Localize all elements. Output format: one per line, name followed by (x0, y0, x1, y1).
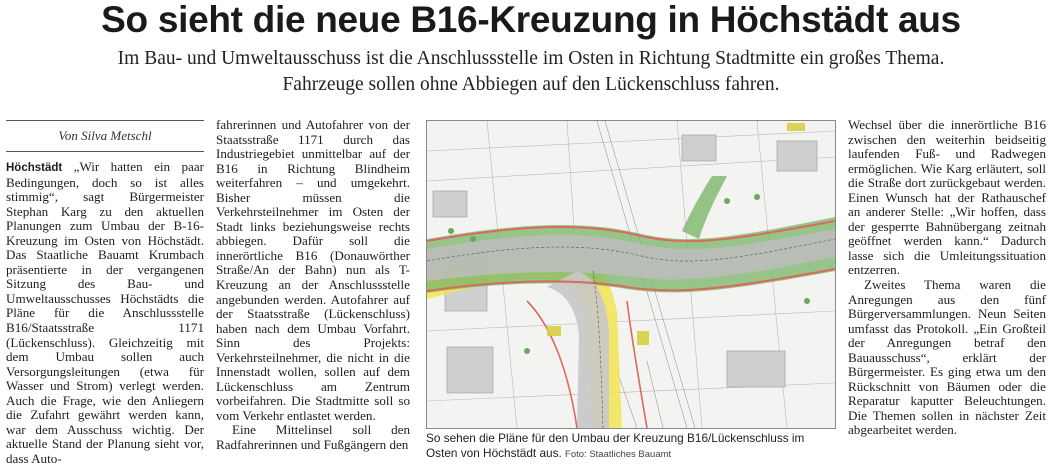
article-column-4 (848, 118, 1046, 438)
column-2-paragraph-1: fahrerinnen und Autofahrer von der Staatsstraße 1171 durch das Industriegebiet unmittelbar auf der B16 in Richtung Blindheim weiterfahren – und umgekehrt. Bisher müssen die Verkehrsteilnehmer im Osten der Stadt links beziehungsweise rechts abbiegen. Dafür soll die innerörtliche B16 (Donauwörther Straße/An der Bahn) nun als T-Kreuzung an der Anschlussstelle angebunden werden. Autofahrer auf der Staatsstraße (Lückenschluss) haben nach dem Umbau Vorfahrt. Sinn des Projekts: Verkehrsteilnehmer, die nicht in die Innenstadt wollen, sollen auf dem Lückenschluss am Zentrum vorbeifahren. Die Stadtmitte soll so vom Verkehr entlastet werden. (216, 118, 410, 423)
byline-rule-bottom (6, 151, 204, 152)
construction-plan-image (426, 120, 836, 429)
photo-credit: Foto: Staatliches Bauamt (565, 448, 672, 460)
column-4-paragraph-2: Zweites Thema waren die Anregungen aus den fünf Bürgerversammlungen. Neun Seiten umfasst das Protokoll. „Ein Großteil der Anregungen betraf den Bauausschuss“, erklärt der Bürgermeister. Es ging etwa um den Rückschnitt von Bäumen oder die Reparatur kaputter Beleuchtungen. Die Themen sollen in nächster Zeit abgearbeitet werden. (848, 277, 1046, 438)
column-4-paragraph-1: Wechsel über die innerörtliche B16 zwischen den weiterhin beidseitig laufenden Fuß- und Radwegen ermöglichen. Wie Karg erläutert, soll die Straße dort zurückgebaut werden. Einen Wunsch hat der Rathauschef an anderer Stelle: „Wir hoffen, dass der gesperrte Bahnübergang zeitnah geöffnet werden kann.“ Dadurch lasse sich die Umleitungssituation entzerren. (848, 118, 1046, 278)
byline-rule-top (6, 120, 204, 121)
byline: Von Silva Metschl (58, 128, 152, 143)
subheadline-line-1: Im Bau- und Umweltausschuss ist die Anschlussstelle im Osten in Richtung Stadtmitte ein großes Thema. (117, 48, 945, 69)
article-column-1 (6, 160, 204, 466)
caption-text: So sehen die Pläne für den Umbau der Kreuzung B16/Lückenschluss im Osten von Höchstädt aus. (426, 431, 805, 460)
subheadline-line-2: Fahrzeuge sollen ohne Abbiegen auf den Lückenschluss fahren. (282, 74, 780, 95)
image-caption (426, 431, 836, 462)
dateline: Höchstädt (6, 162, 63, 174)
article-column-2 (216, 118, 410, 453)
column-2-paragraph-2: Eine Mittelinsel soll den Radfahrerinnen und Fußgängern den (216, 422, 410, 453)
subheadline (0, 46, 1062, 98)
column-1-text: „Wir hatten ein paar Bedingungen, doch so ist alles stimmig“, sagt Bürgermeister Stephan Karg zu den aktuellen Planungen zum Umbau der B-16-Kreuzung im Osten von Höchstädt. Das Staatliche Bauamt Krumbach präsentierte in der vergangenen Sitzung des Bau- und Umweltausschusses Höchstädts die Pläne für die Anschlussstelle B16/Staatsstraße 1171 (Lückenschluss). Gleichzeitig mit dem Umbau sollen auch Versorgungsleitungen (etwa für Wasser und Strom) verlegt werden. Auch die Frage, wie den Anliegern die Zufahrt gewährt werden kann, war dem Ausschuss wichtig. Der aktuelle Stand der Planung sieht vor, dass Auto- (6, 160, 204, 466)
headline: So sieht die neue B16-Kreuzung in Höchstädt aus (101, 0, 961, 40)
